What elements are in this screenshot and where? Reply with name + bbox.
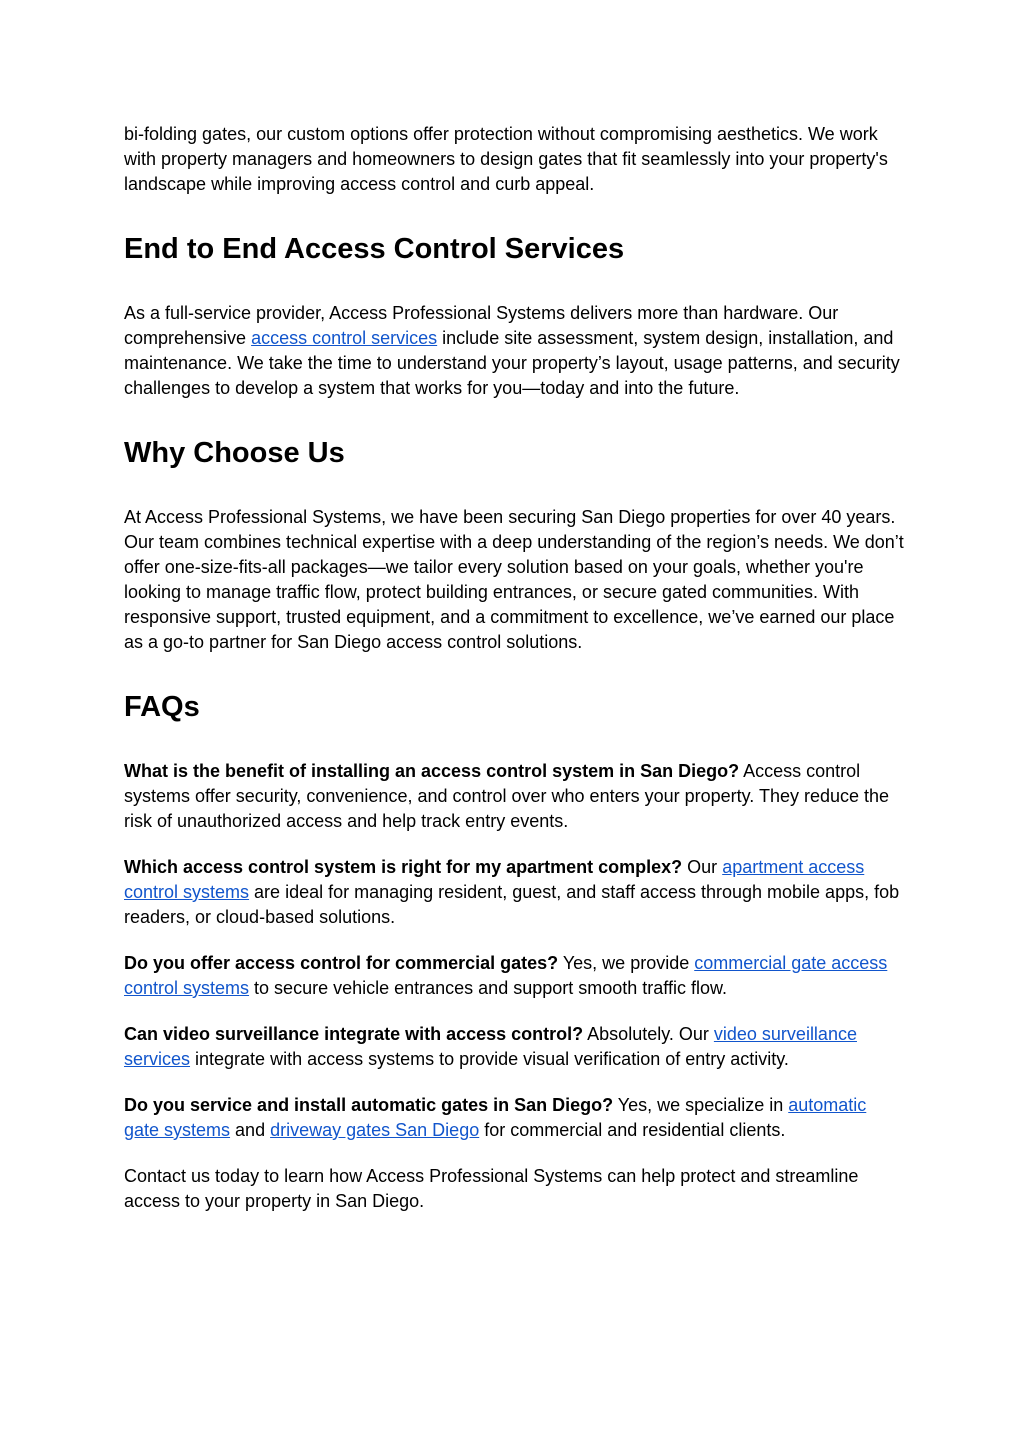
heading-faqs: FAQs [124,691,200,723]
faq-item [124,951,904,1001]
intro-paragraph: bi-folding gates, our custom options offer protection without compromising aesthetics. We work with property managers and homeowners to design gates that fit seamlessly into your property's landscape while improving access control and curb appeal. [124,124,888,194]
faq-answer: Our [682,857,723,877]
faq-answer: integrate with access systems to provide visual verification of entry activity. [190,1049,789,1069]
faq-question: Which access control system is right for my apartment complex? [124,857,683,877]
services-text-before: As a full-service provider, Access Professional Systems delivers more than hardware. Our comprehensive [124,303,839,348]
automatic-gate-systems-link[interactable]: automatic gate systems [124,1095,867,1140]
heading-services: End to End Access Control Services [124,233,625,265]
faq-item [124,759,904,834]
faq-question: Can video surveillance integrate with access control? [124,1024,584,1044]
document-page [124,120,904,1214]
faq-question: What is the benefit of installing an access control system in San Diego? [124,761,740,781]
faq-answer: Access control systems offer security, convenience, and control over who enters your property. They reduce the risk of unauthorized access and help track entry events. [124,761,890,831]
faq-answer: to secure vehicle entrances and support smooth traffic flow. [249,978,727,998]
contact-paragraph: Contact us today to learn how Access Professional Systems can help protect and streamline access to your property in San Diego. [124,1166,859,1211]
services-text-after: include site assessment, system design, installation, and maintenance. We take the time to understand your property’s layout, usage patterns, and security challenges to develop a system that works for you—today and into the future. [124,328,900,398]
faq-item [124,1093,904,1143]
apartment-access-control-link[interactable]: apartment access control systems [124,857,865,902]
access-control-services-link[interactable]: access control services [251,328,438,348]
faq-answer: are ideal for managing resident, guest, and staff access through mobile apps, fob readers, or cloud-based solutions. [124,882,900,927]
faq-question: Do you service and install automatic gates in San Diego? [124,1095,614,1115]
heading-why-choose-us: Why Choose Us [124,437,345,469]
why-choose-us-paragraph: At Access Professional Systems, we have been securing San Diego properties for over 40 years. Our team combines technical expertise with a deep understanding of the region’s needs. We don’t offer one-size-fits-all packages—we tailor every solution based on your goals, whether you're looking to manage traffic flow, protect building entrances, or secure gated communities. With responsive support, trusted equipment, and a commitment to excellence, we’ve earned our place as a go-to partner for San Diego access control solutions. [124,507,904,652]
driveway-gates-san-diego-link[interactable]: driveway gates San Diego [270,1120,480,1140]
faq-answer: and [230,1120,271,1140]
faq-answer: Yes, we provide [558,953,695,973]
faq-question: Do you offer access control for commercial gates? [124,953,559,973]
faq-answer: Yes, we specialize in [613,1095,789,1115]
services-paragraph [124,301,904,401]
commercial-gate-access-link[interactable]: commercial gate access control systems [124,953,888,998]
faq-item [124,1022,904,1072]
faq-answer: for commercial and residential clients. [479,1120,786,1140]
video-surveillance-services-link[interactable]: video surveillance services [124,1024,857,1069]
faq-answer: Absolutely. Our [583,1024,714,1044]
faq-item [124,855,904,930]
